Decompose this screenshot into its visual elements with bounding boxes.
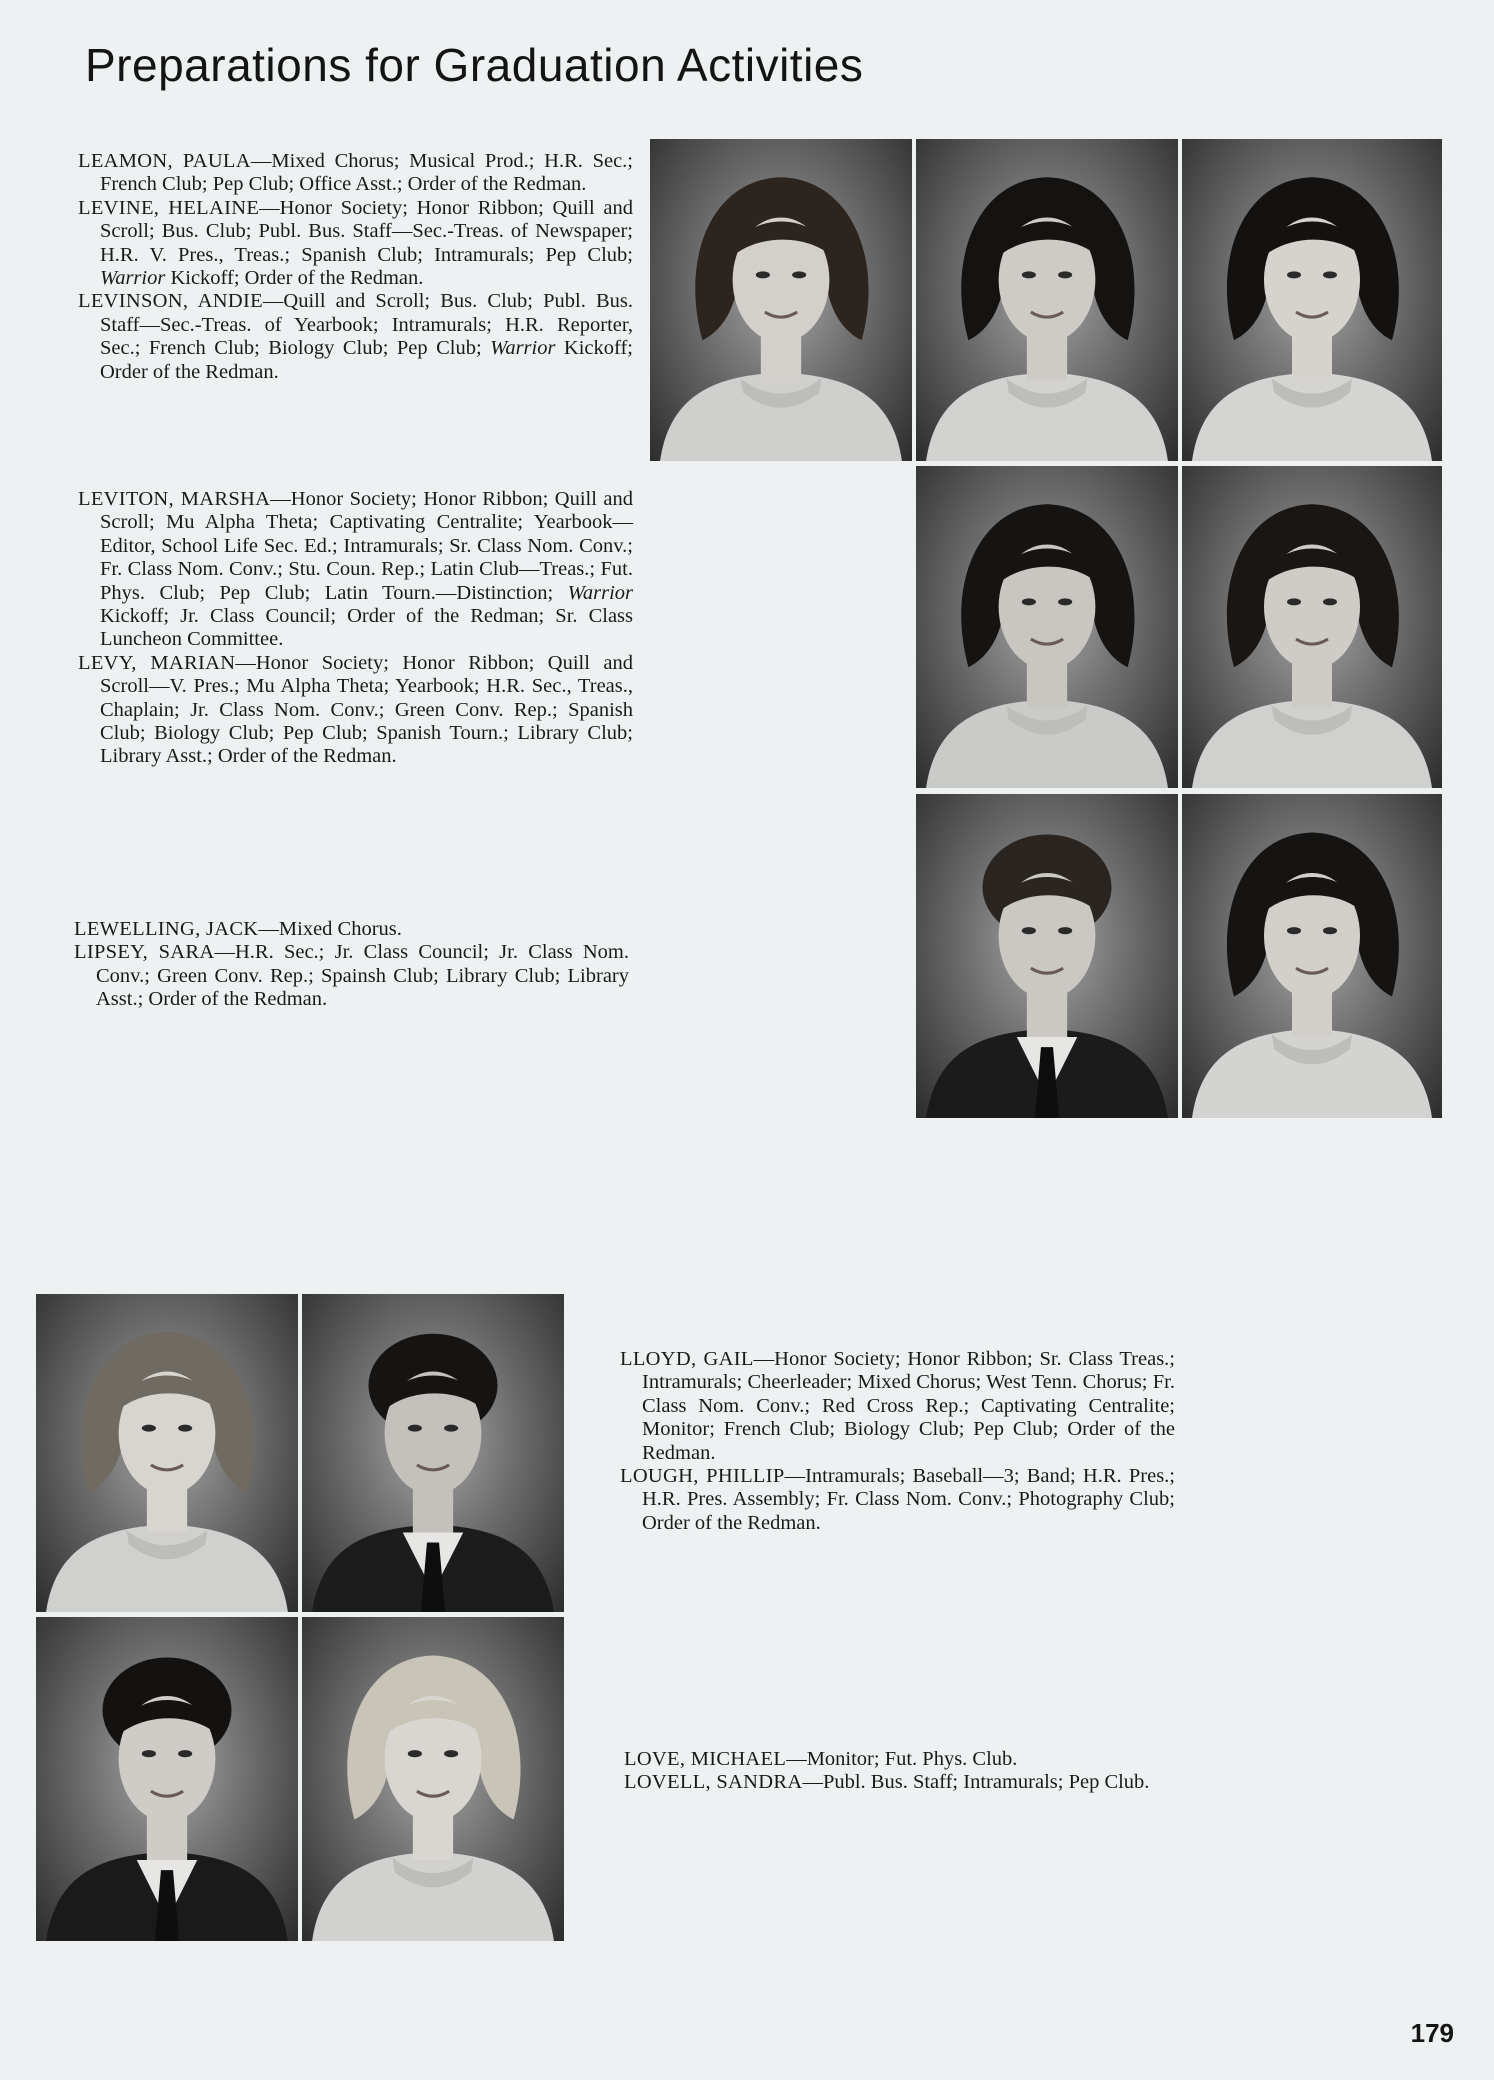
portrait-photo <box>1182 466 1442 788</box>
clothing-shape <box>46 1525 288 1612</box>
portrait-photo <box>302 1294 564 1612</box>
bio-entry: LOUGH, PHILLIP—Intramurals; Baseball—3; Band; H.R. Pres.; H.R. Pres. Assembly; Fr. Class Nom. Conv.; Photography Club; Order of the Redman. <box>620 1465 1175 1534</box>
eye-shape <box>444 1425 458 1432</box>
bio-entry: LEVINSON, ANDIE—Quill and Scroll; Bus. Club; Publ. Bus. Staff—Sec.-Treas. of Yearbook; Intramurals; H.R. Reporter, Sec.; French Club; Biology Club; Pep Club; Warrior Kickoff; Order of the Redman. <box>78 290 633 383</box>
portrait-drawing <box>1182 466 1442 788</box>
senior-name: LIPSEY, SARA <box>74 941 215 964</box>
eye-shape <box>1022 271 1036 278</box>
bio-entry: LLOYD, GAIL—Honor Society; Honor Ribbon; Sr. Class Treas.; Intramurals; Cheerleader; Mixed Chorus; West Tenn. Chorus; Fr. Class Nom. Conv.; Red Cross Rep.; Captivating Centralite; Monitor; French Club; Biology Club; Pep Club; Order of the Redman. <box>620 1348 1175 1464</box>
bio-block-right-lower <box>624 1748 1179 1795</box>
italic-text: Warrior <box>100 267 166 290</box>
eye-shape <box>1058 927 1072 934</box>
eye-shape <box>142 1750 156 1757</box>
page-title: Preparations for Graduation Activities <box>85 39 864 91</box>
clothing-shape <box>1192 1029 1432 1118</box>
senior-name: LEVITON, MARSHA <box>78 488 271 510</box>
senior-name: LEAMON, PAULA <box>78 150 251 172</box>
senior-name: LEVY, MARIAN <box>78 651 236 674</box>
eye-shape <box>178 1425 192 1432</box>
bio-entry: LEVY, MARIAN—Honor Society; Honor Ribbon; Quill and Scroll—V. Pres.; Mu Alpha Theta; Yearbook; H.R. Sec., Treas., Chaplain; Jr. Class Nom. Conv.; Green Conv. Rep.; Spanish Club; Biology Club; Pep Club; Spanish Tourn.; Library Club; Library Asst.; Order of the Redman. <box>78 651 633 768</box>
eye-shape <box>408 1425 422 1432</box>
senior-name: LOUGH, PHILLIP <box>620 1465 785 1488</box>
eye-shape <box>1022 927 1036 934</box>
senior-name: LLOYD, GAIL <box>620 1348 754 1370</box>
portrait-drawing <box>916 794 1178 1118</box>
portrait-drawing <box>36 1617 298 1941</box>
eye-shape <box>1287 927 1301 934</box>
bio-entry: LEVINE, HELAINE—Honor Society; Honor Ribbon; Quill and Scroll; Bus. Club; Publ. Bus. Staff—Sec.-Treas. of Newspaper; H.R. V. Pres., Treas.; Spanish Club; Intramurals; Pep Club; Warrior Kickoff; Order of the Redman. <box>78 196 633 290</box>
senior-name: LOVE, MICHAEL <box>624 1748 787 1770</box>
senior-name: LEWELLING, JACK <box>74 918 259 940</box>
portrait-photo <box>1182 139 1442 461</box>
portrait-photo <box>36 1617 298 1941</box>
bio-entry: LOVE, MICHAEL—Monitor; Fut. Phys. Club. <box>624 1748 1018 1770</box>
clothing-shape <box>1192 372 1432 461</box>
portrait-drawing <box>916 466 1178 788</box>
eye-shape <box>1287 271 1301 278</box>
eye-shape <box>1323 271 1337 278</box>
portrait-drawing <box>1182 139 1442 461</box>
portrait-photo <box>36 1294 298 1612</box>
portrait-drawing <box>302 1294 564 1612</box>
clothing-shape <box>926 372 1168 461</box>
eye-shape <box>792 271 806 278</box>
eye-shape <box>1323 927 1337 934</box>
bio-entry: LEVITON, MARSHA—Honor Society; Honor Ribbon; Quill and Scroll; Mu Alpha Theta; Captivating Centralite; Yearbook—Editor, School Life Sec. Ed.; Intramurals; Sr. Class Nom. Conv.; Fr. Class Nom. Conv.; Stu. Coun. Rep.; Latin Club—Treas.; Fut. Phys. Club; Pep Club; Latin Tourn.—Distinction; Warrior Kickoff; Jr. Class Council; Order of the Redman; Sr. Class Luncheon Committee. <box>78 488 633 651</box>
eye-shape <box>444 1750 458 1757</box>
eye-shape <box>178 1750 192 1757</box>
clothing-shape <box>660 372 902 461</box>
portrait-photo <box>650 139 912 461</box>
bio-entry: LOVELL, SANDRA—Publ. Bus. Staff; Intramurals; Pep Club. <box>624 1771 1150 1794</box>
clothing-shape <box>1192 699 1432 788</box>
portrait-photo <box>302 1617 564 1941</box>
portrait-photo <box>916 139 1178 461</box>
bio-block-middle <box>78 488 633 769</box>
senior-name: LOVELL, SANDRA <box>624 1771 803 1794</box>
bio-entry: LIPSEY, SARA—H.R. Sec.; Jr. Class Council; Jr. Class Nom. Conv.; Green Conv. Rep.; Spainsh Club; Library Club; Library Asst.; Order of the Redman. <box>74 941 629 1011</box>
portrait-drawing <box>916 139 1178 461</box>
bio-entry: LEWELLING, JACK—Mixed Chorus. <box>74 918 402 940</box>
portrait-drawing <box>302 1617 564 1941</box>
italic-text: Warrior <box>490 337 556 360</box>
portrait-drawing <box>1182 794 1442 1118</box>
eye-shape <box>1058 598 1072 605</box>
bio-entry: LEAMON, PAULA—Mixed Chorus; Musical Prod.; H.R. Sec.; French Club; Pep Club; Office Asst.; Order of the Redman. <box>78 150 633 196</box>
portrait-drawing <box>36 1294 298 1612</box>
portrait-photo <box>1182 794 1442 1118</box>
bio-block-right-upper <box>620 1348 1175 1535</box>
bio-block-lower <box>74 918 629 1012</box>
portrait-photo <box>916 466 1178 788</box>
bio-block-top <box>78 150 633 384</box>
senior-name: LEVINE, HELAINE <box>78 196 260 219</box>
portrait-drawing <box>650 139 912 461</box>
clothing-shape <box>312 1852 554 1941</box>
senior-name: LEVINSON, ANDIE <box>78 290 263 313</box>
portrait-photo <box>916 794 1178 1118</box>
eye-shape <box>1287 598 1301 605</box>
eye-shape <box>756 271 770 278</box>
clothing-shape <box>926 699 1168 788</box>
eye-shape <box>1022 598 1036 605</box>
eye-shape <box>142 1425 156 1432</box>
italic-text: Warrior <box>567 581 633 604</box>
eye-shape <box>408 1750 422 1757</box>
eye-shape <box>1058 271 1072 278</box>
page-number: 179 <box>1410 2018 1454 2048</box>
eye-shape <box>1323 598 1337 605</box>
